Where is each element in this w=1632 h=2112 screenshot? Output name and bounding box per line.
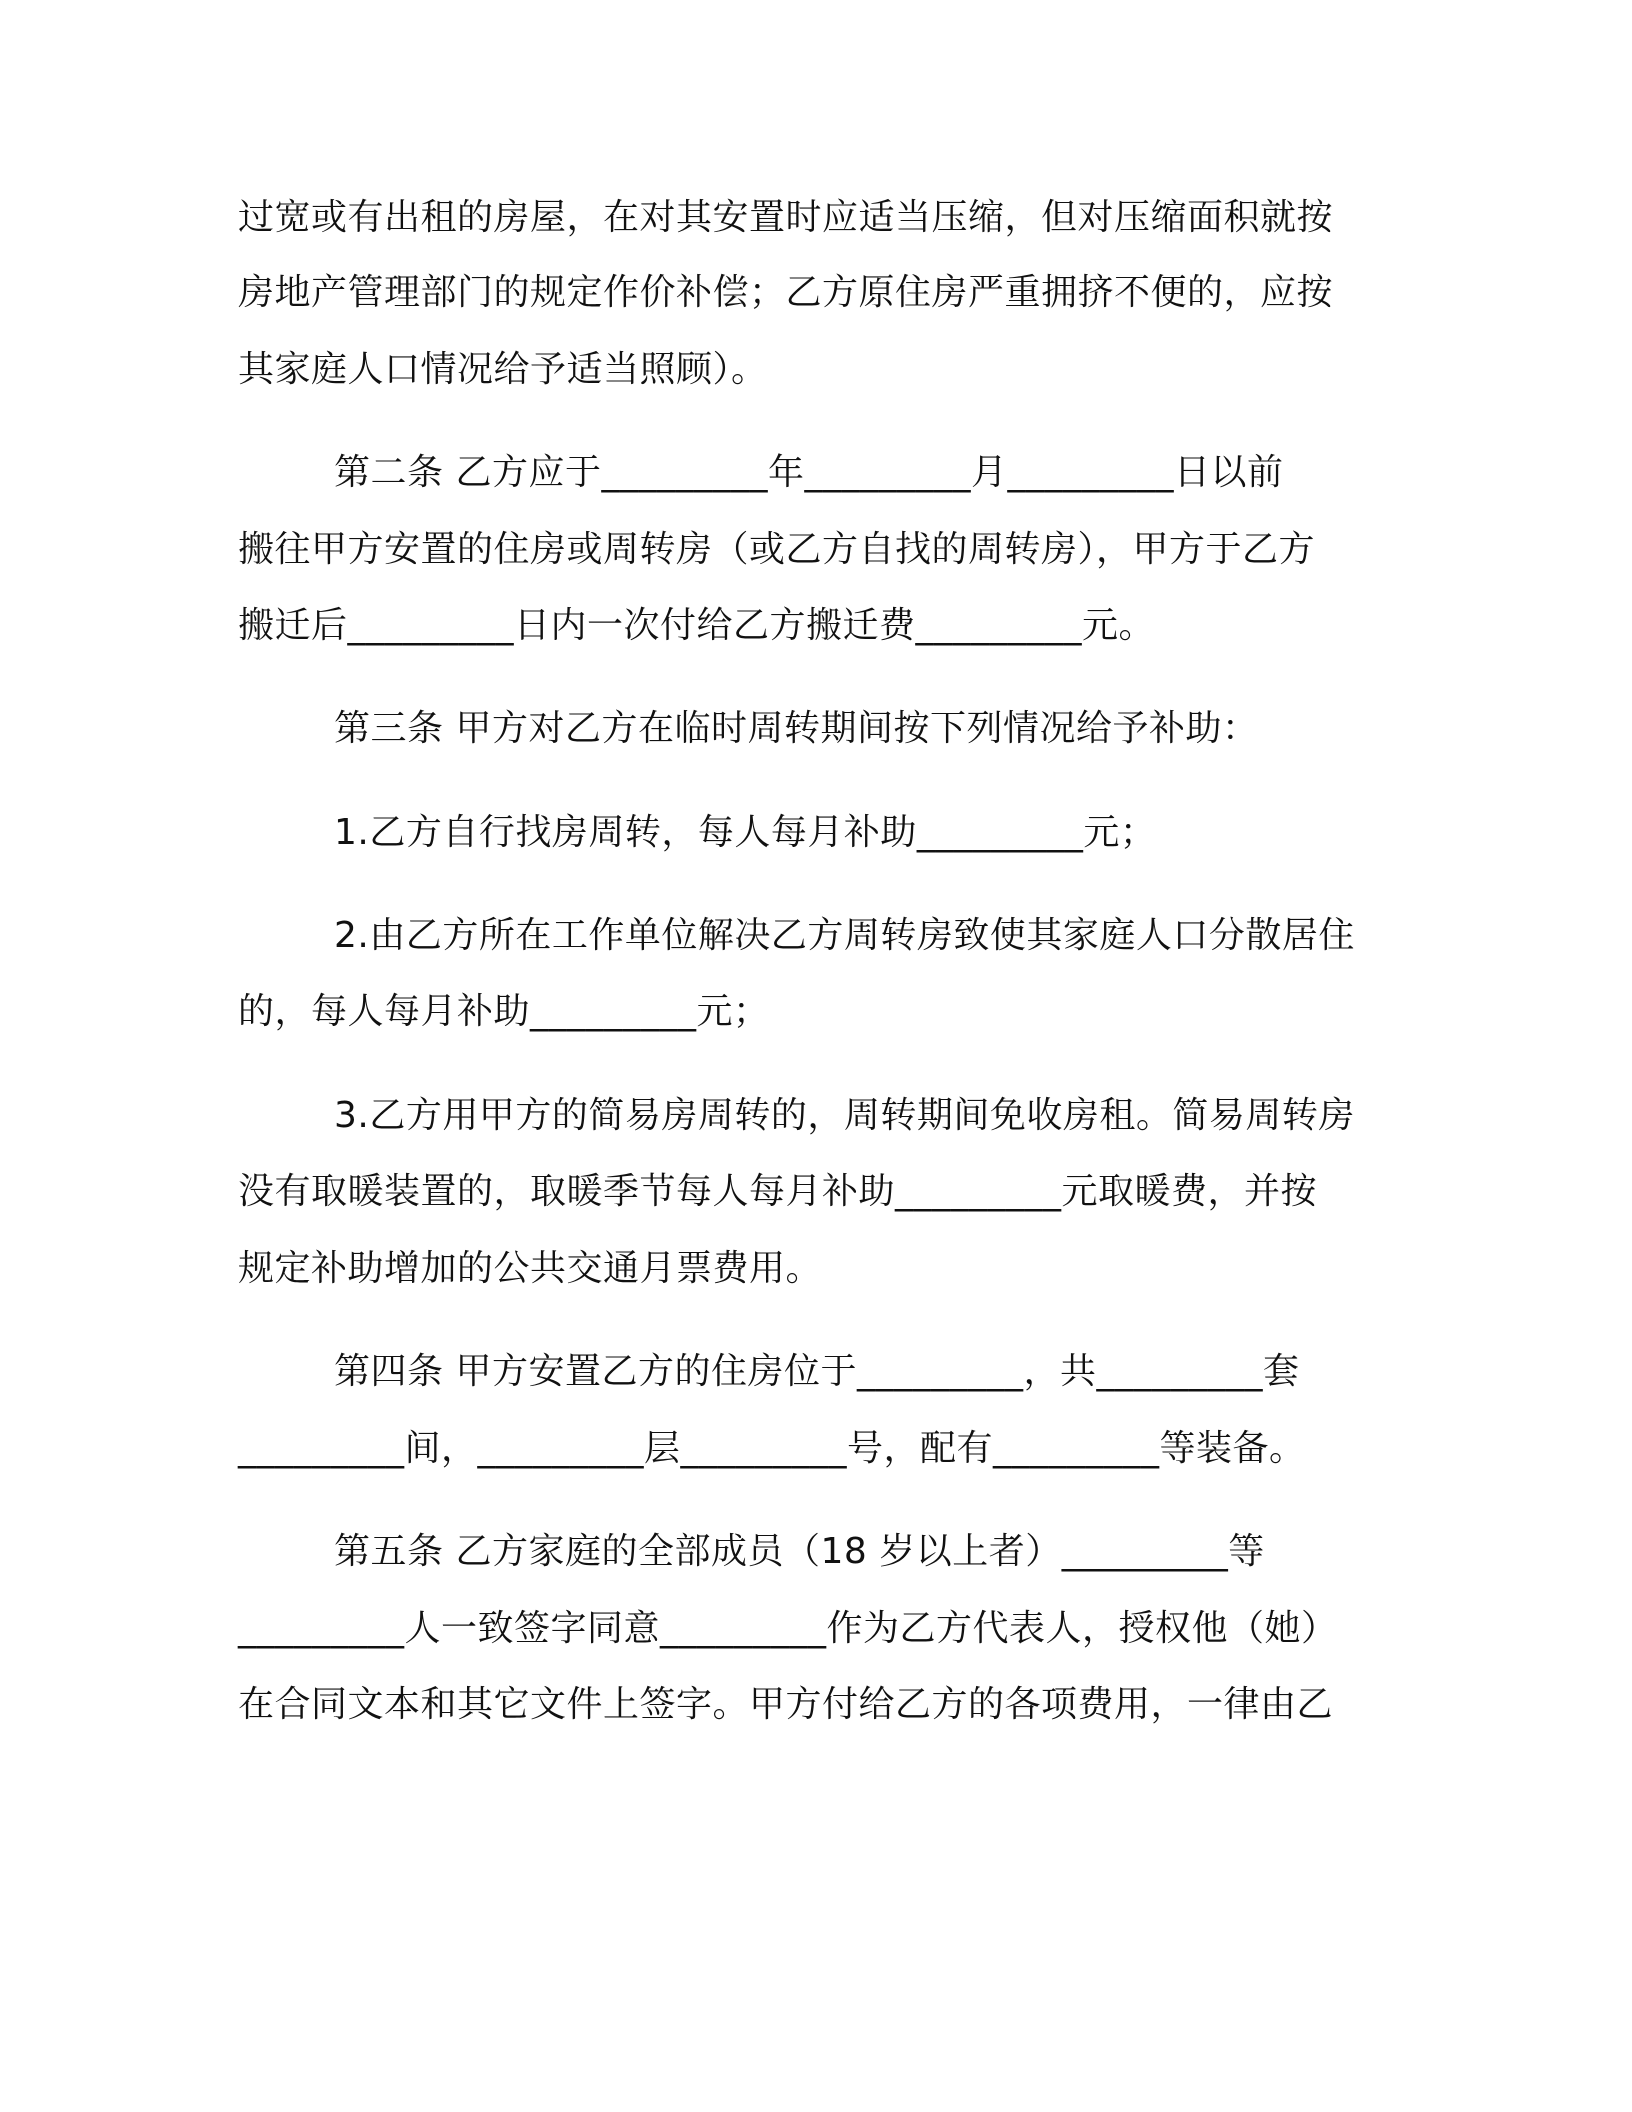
text-line: _________人一致签字同意_________作为乙方代表人，授权他（她） bbox=[238, 1608, 1338, 1649]
text-line: 其家庭人口情况给予适当照顾）。 bbox=[238, 349, 768, 390]
article-5-heading-line: 第五条 乙方家庭的全部成员（18 岁以上者）_________等 bbox=[334, 1531, 1265, 1572]
article-3-heading-line: 第三条 甲方对乙方在临时周转期间按下列情况给予补助： bbox=[334, 708, 1259, 749]
list-item-3: 3.乙方用甲方的简易房周转的，周转期间免收房租。简易周转房 bbox=[334, 1095, 1355, 1136]
list-item-1: 1.乙方自行找房周转，每人每月补助_________元； bbox=[334, 812, 1157, 853]
text-line: 在合同文本和其它文件上签字。甲方付给乙方的各项费用，一律由乙 bbox=[238, 1684, 1334, 1725]
list-item-2: 2.由乙方所在工作单位解决乙方周转房致使其家庭人口分散居住 bbox=[334, 915, 1355, 956]
text-line: 搬迁后_________日内一次付给乙方搬迁费_________元。 bbox=[238, 605, 1156, 646]
article-4-heading-line: 第四条 甲方安置乙方的住房位于_________，共_________套 bbox=[334, 1351, 1300, 1392]
text-line: 过宽或有出租的房屋，在对其安置时应适当压缩，但对压缩面积就按 bbox=[238, 197, 1334, 238]
article-2-heading-line: 第二条 乙方应于_________年_________月_________日以前 bbox=[334, 452, 1284, 493]
text-line: 的，每人每月补助_________元； bbox=[238, 991, 770, 1032]
text-line: _________间，_________层_________号，配有_________等装备。 bbox=[238, 1428, 1306, 1469]
text-line: 房地产管理部门的规定作价补偿；乙方原住房严重拥挤不便的，应按 bbox=[238, 272, 1334, 313]
text-line: 搬往甲方安置的住房或周转房（或乙方自找的周转房），甲方于乙方 bbox=[238, 529, 1316, 570]
text-line: 规定补助增加的公共交通月票费用。 bbox=[238, 1248, 823, 1289]
text-line: 没有取暖装置的，取暖季节每人每月补助_________元取暖费，并按 bbox=[238, 1171, 1318, 1212]
